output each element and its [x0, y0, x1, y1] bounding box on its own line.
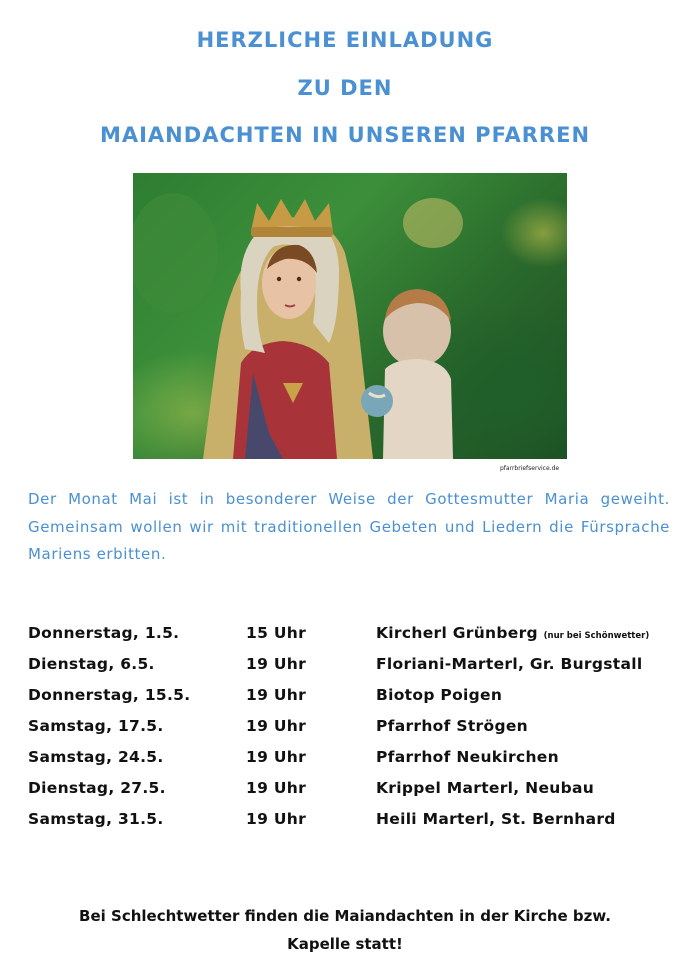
- image-credit: pfarrbriefservice.de: [500, 465, 560, 472]
- schedule-row: [28, 655, 678, 686]
- schedule-place-wrap: [376, 624, 649, 642]
- schedule-date: Samstag, 17.5.: [28, 717, 164, 735]
- madonna-statue-illustration: [133, 173, 567, 459]
- schedule-place: Pfarrhof Neukirchen: [376, 748, 559, 766]
- schedule-place: Krippel Marterl, Neubau: [376, 779, 595, 797]
- schedule-date: Samstag, 24.5.: [28, 748, 164, 766]
- schedule-time: 19 Uhr: [246, 748, 307, 766]
- schedule-place: Heili Marterl, St. Bernhard: [376, 810, 616, 828]
- schedule-time: 19 Uhr: [246, 779, 307, 797]
- schedule-row: [28, 686, 678, 717]
- schedule-place: Kircherl Grünberg: [376, 624, 538, 642]
- schedule-place: Pfarrhof Strögen: [376, 717, 528, 735]
- schedule-time: 19 Uhr: [246, 717, 307, 735]
- title-line-2: ZU DEN: [297, 76, 393, 100]
- schedule-time: 19 Uhr: [246, 686, 307, 704]
- schedule-date: Samstag, 31.5.: [28, 810, 164, 828]
- schedule-time: 19 Uhr: [246, 655, 307, 673]
- title-line-3: MAIANDACHTEN IN UNSEREN PFARREN: [99, 123, 591, 147]
- schedule-note: (nur bei Schönwetter): [543, 631, 650, 641]
- schedule-place: Floriani-Marterl, Gr. Burgstall: [376, 655, 643, 673]
- schedule-date: Dienstag, 27.5.: [28, 779, 166, 797]
- schedule-time: 15 Uhr: [246, 624, 307, 642]
- schedule-list: [28, 624, 678, 841]
- schedule-row: [28, 748, 678, 779]
- schedule-row: [28, 810, 678, 841]
- footer-line-2: Kapelle statt!: [287, 935, 403, 953]
- footer-line-1: Bei Schlechtwetter finden die Maiandachten in der Kirche bzw.: [79, 907, 611, 925]
- schedule-date: Donnerstag, 15.5.: [28, 686, 191, 704]
- schedule-date: Donnerstag, 1.5.: [28, 624, 180, 642]
- title-line-1: HERZLICHE EINLADUNG: [196, 28, 494, 52]
- schedule-place: Biotop Poigen: [376, 686, 503, 704]
- schedule-date: Dienstag, 6.5.: [28, 655, 155, 673]
- schedule-time: 19 Uhr: [246, 810, 307, 828]
- schedule-row: [28, 779, 678, 810]
- madonna-photo: [133, 173, 567, 459]
- schedule-row: [28, 624, 678, 655]
- schedule-row: [28, 717, 678, 748]
- intro-paragraph: Der Monat Mai ist in besonderer Weise der Gottesmutter Maria geweiht. Gemeinsam wollen wir mit traditionellen Gebeten und Liedern die Fürsprache Mariens erbitten.: [28, 490, 670, 563]
- bad-weather-notice: [0, 902, 690, 958]
